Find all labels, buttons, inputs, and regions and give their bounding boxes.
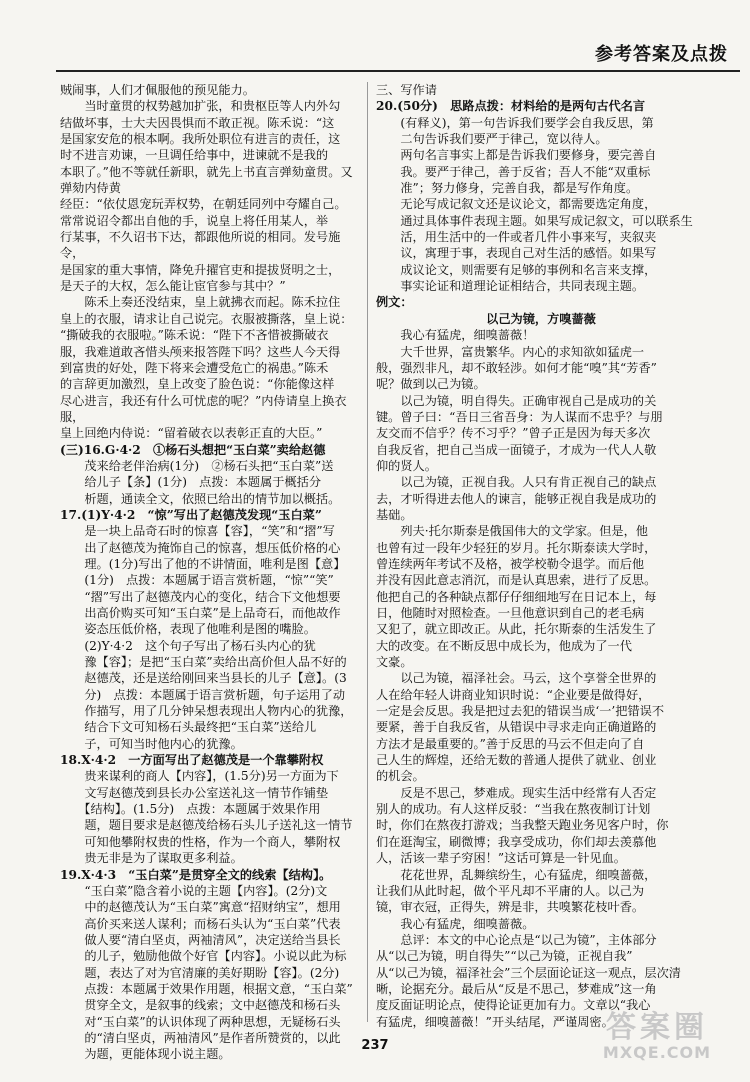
text-line: 两句名言事实上都是告诉我们要修身，要完善自 <box>376 148 657 163</box>
text-line: 成议论文，则需要有足够的事例和名言来支撑， <box>376 262 657 277</box>
text-line: 本职了。”他不等就任新职，就先上书直言弹劾童贯。又弹劾内侍黄 <box>60 164 353 196</box>
text-line: 从“以己为镜，明自得失”“以己为镜，正视自我” <box>376 949 633 964</box>
text-line: 晰，论据充分。最后从“反是不思己，梦难成”这一角 <box>376 981 657 996</box>
text-line: 花花世界，乱舞缤纷生，心有猛虎，细嗅蔷薇， <box>376 867 657 882</box>
text-line: “玉白菜”隐含着小说的主题【内容】。(2分)文 <box>60 883 328 898</box>
text-line: 结合下文可知杨石头最终把“玉白菜”送给儿 <box>60 720 317 735</box>
text-line: 呢？做到以己为镜。 <box>376 377 486 392</box>
text-line: “撕破我的衣服啦。”陈禾说：“陛下不吝惜被撕破衣 <box>60 328 329 343</box>
text-line: 的言辞更加激烈，皇上改变了脸色说：“你能像这样 <box>60 377 335 392</box>
text-line: 又犯了，就立即改正。从此，托尔斯泰的生活发生了 <box>376 622 657 637</box>
text-line: 高价买来送人谋利；而杨石头认为“玉白菜”代表 <box>60 916 341 931</box>
text-line: 准”；努力修身，完善自我，都是写作角度。 <box>376 181 639 196</box>
text-line: 出高价购买可知“玉白菜”是上品奇石，而他故作 <box>60 606 341 620</box>
text-line: 17.(1)Y·4·2 “惊”写出了赵德茂发现“玉白菜” <box>60 507 322 522</box>
text-line: 从“以己为镜，福泽社会”三个层面论证这一观点，层次清 <box>376 965 681 980</box>
text-line: 我心有猛虎，细嗅蔷薇。 <box>376 916 535 931</box>
text-line: 是国家的重大事情，降免升擢官吏和提拔贤明之士， <box>60 262 341 277</box>
text-line: 也曾有过一段年少轻狂的岁月。托尔斯泰读大学时， <box>376 540 657 555</box>
text-line: 仰的贤人。 <box>376 458 437 473</box>
text-line: 活，用生活中的一件或者几件小事来写，夹叙夹 <box>376 230 657 245</box>
text-line: 以己为镜，明自得失。正确审视自己是成功的关 <box>376 393 657 408</box>
text-line: 以己为镜，方嗅蔷薇 <box>486 311 596 326</box>
text-line: 曾连续两年考试不及格，被学校勒令退学。而后他 <box>376 556 645 571</box>
text-line: 贯穿全文，是叙事的线索；文中赵德茂和杨石头 <box>60 998 341 1013</box>
text-line: 去，才听得进去他人的谏言，能够正视自我是成功的 <box>376 491 657 506</box>
text-line: 题，表达了对为官清廉的美好期盼【容】。(2分) <box>60 965 340 980</box>
text-line: 让我们从此时起，做个平凡却不平庸的人。以己为 <box>376 883 645 898</box>
text-line: 给儿子【条】(1分) 点拨：本题属于概括分 <box>60 475 322 490</box>
text-line: 陈禾上奏还没结束，皇上就拂衣而起。陈禾拉住 <box>60 295 341 310</box>
text-line: 自我反省，把自己当成一面镜子，才成为一代人人敬 <box>376 442 657 457</box>
text-line: 二句告诉我们要严于律己，宽以待人。 <box>376 132 608 147</box>
text-line: 通过具体事件表现主题。如果写成记叙文，可以联系生 <box>376 213 693 228</box>
text-line: 作描写，用了几分钟呆想表现出人物内心的犹豫， <box>60 704 353 719</box>
text-line: 键。曾子曰：“吾日三省吾身：为人谋而不忠乎？与朋 <box>376 409 663 424</box>
text-line: 豫【容】；是把“玉白菜”卖给出高价但人品不好的 <box>60 655 347 670</box>
header-rule <box>56 70 740 72</box>
text-line: 的“清白坚贞，两袖清风”是作者所赞赏的，以此 <box>60 1030 341 1045</box>
text-line: 是天子的大权，怎么能让宦官参与其中？” <box>60 279 286 294</box>
text-line: 皇上的衣服，请求让自己说完。衣服被撕落，皇上说： <box>60 311 353 326</box>
text-line: 己人生的辉煌，还给无数的普通人提供了就业、创业 <box>376 753 657 768</box>
text-line: 为题，更能体现小说主题。 <box>60 1047 231 1062</box>
text-line: 时，你们在熬夜打游戏；当我整天跑业务见客户时，你 <box>376 818 669 833</box>
text-line: 贵来谋利的商人【内容】，(1.5分)另一方面为下 <box>60 769 339 784</box>
text-line: 镜，审衣冠，正得失，辨是非，共嗅繁花枝叶香。 <box>376 900 645 915</box>
text-line: 要紧，善于自我反省，从错误中寻求走向正确道路的 <box>376 720 657 735</box>
text-line: 有猛虎，细嗅蔷薇！”开头结尾，严谨周密。 <box>376 1014 614 1029</box>
text-line: 分) 点拨：本题属于语言赏析题，句子运用了动 <box>60 687 346 702</box>
text-line: 并没有因此意志消沉，而是认真思索，进行了反思。 <box>376 573 657 588</box>
text-line: 一定是会反思。我是把过去犯的错误当成‘一’把错误不 <box>376 704 665 719</box>
text-line: 当时童贯的权势越加扩张，和贵枢臣等人内外勾 <box>60 99 341 114</box>
text-line: 文豪。 <box>376 655 413 670</box>
text-line: (2)Y·4·2 这个句子写出了杨石头内心的犹 <box>60 638 316 653</box>
text-line: 他把自己的各种缺点都仔仔细细地写在日记本上，每 <box>376 589 657 604</box>
text-line: 20.(50分) 思路点拨：材料给的是两句古代名言 <box>376 99 646 114</box>
text-line: 子，可知当时他内心的犹豫。 <box>60 736 243 751</box>
text-line: “摺”写出了赵德茂内心的变化，结合下文他想要 <box>60 589 341 604</box>
text-line: 【结构】。(1.5分) 点拨：本题属于效果作用 <box>60 802 321 817</box>
text-line: (有释义)，第一句告诉我们要学会自我反思，第 <box>376 115 654 130</box>
text-line: 我心有猛虎，细嗅蔷薇！ <box>376 328 535 343</box>
page-number: 237 <box>361 1038 389 1053</box>
text-line: 析题，通读全文，依照已给出的情节加以概括。 <box>60 491 341 506</box>
text-line: 人在给年轻人讲商业知识时说：“企业要是做得好， <box>376 687 651 702</box>
text-line: 的儿子，勉励他做个好官【内容】。小说以此为标 <box>60 949 347 964</box>
text-line: 尽心进言，我还有什么可忧虑的呢？”内侍请皇上换衣服， <box>60 393 347 424</box>
text-line: 经臣：“依仗恩宠玩弄权势，在朝廷同列中夸耀自己。 <box>60 197 347 212</box>
text-line: 无论写成记叙文还是议论文，都需要选定角度， <box>376 197 657 212</box>
text-line: 例文： <box>376 295 413 310</box>
text-line: 列夫·托尔斯泰是俄国伟大的文学家。但是，他 <box>376 524 648 539</box>
text-line: 题，题目要求是赵德茂给杨石头儿子送礼这一情节 <box>60 818 353 833</box>
watermark-main: 答案圈 <box>606 1010 708 1045</box>
text-line: 服，我难道敢吝惜头颅来报答陛下吗？这些人今天得 <box>60 344 341 359</box>
text-line: 我。要严于律己，善于反省；吾人不能“双重标 <box>376 164 651 179</box>
text-line: 以己为镜，福泽社会。马云，这个享誉全世界的 <box>376 671 657 686</box>
text-line: 大的改变。在不断反思中成长为，他成为了一代 <box>376 638 632 653</box>
text-line: 日，他随时对照检查。一旦他意识到自己的老毛病 <box>376 606 645 620</box>
text-line: (1分) 点拨：本题属于语言赏析题，“惊”“笑” <box>60 573 334 588</box>
text-line: 行某事，不久诏书下达，都跟他所说的相同。发号施令， <box>60 230 341 261</box>
text-line: 可知他攀附权贵的性格，作为一个商人，攀附权 <box>60 834 341 849</box>
text-line: 19.X·4·3 “玉白菜”是贯穿全文的线索【结构】。 <box>60 867 332 882</box>
text-line: 对“玉白菜”的认识体现了两种思想，无疑杨石头 <box>60 1014 341 1029</box>
text-line: 人，活该一辈子穷困！”这话可算是一针见血。 <box>376 851 626 866</box>
text-line: 反是不思己，梦难成。现实生活中经常有人否定 <box>376 785 657 800</box>
text-line: 们在逛淘宝，刷微博；我享受成功，你们却去羡慕他 <box>376 834 657 849</box>
text-line: 理。(1分)写出了他的不讲情面，唯利是图【意】 <box>60 556 346 571</box>
header-title: 参考答案及点拨 <box>595 44 728 65</box>
text-line: 中的赵德茂认为“玉白菜”寓意“招财纳宝”，想用 <box>60 900 341 915</box>
text-line: 度反面证明论点，使得论证更加有力。文章以“我心 <box>376 998 651 1013</box>
right-column <box>376 82 706 1030</box>
text-line: (三)16.G·4·2 ①杨石头想把“玉白菜”卖给赵德 <box>60 442 326 457</box>
text-line: 方法才是最重要的。”善于反思的马云不但走向了自 <box>376 736 645 751</box>
left-column <box>60 82 360 1063</box>
text-line: 时不进言劝谏，一旦调任给事中，进谏就不是我的 <box>60 148 329 163</box>
text-line: 议，寓理于事，表现自己对生活的感悟。如果写 <box>376 246 657 261</box>
text-line: 总评：本文的中心论点是“以己为镜”，主体部分 <box>376 932 657 947</box>
text-line: 18.X·4·2 一方面写出了赵德茂是一个靠攀附权 <box>60 753 324 768</box>
text-line: 友交而不信乎？传不习乎？”曾子正是因为每天多次 <box>376 426 651 441</box>
text-line: 基础。 <box>376 507 413 522</box>
text-line: 事实论证和道理论证相结合，共同表现主题。 <box>376 279 645 294</box>
text-line: 结做坏事，士大夫因畏惧而不敢正视。陈禾说：“这 <box>60 115 335 130</box>
text-line: 是国家安危的根本啊。我所处职位有进言的责任，这 <box>60 132 341 147</box>
text-line: 点拨：本题属于效果作用题，根据文意，“玉白菜” <box>60 981 353 996</box>
text-line: 贵无非是为了谋取更多利益。 <box>60 851 243 866</box>
text-line: 文写赵德茂到县长办公室送礼这一情节作铺垫 <box>60 785 329 800</box>
text-line: 以己为镜，正视自我。人只有肯正视自己的缺点 <box>376 475 657 490</box>
text-line: 出了赵德茂为掩饰自己的惊喜，想压低价格的心 <box>60 540 341 555</box>
text-line: 常常说诏令都出自他的手，说皇上将任用某人，举 <box>60 213 329 228</box>
text-line: 的机会。 <box>376 769 425 784</box>
text-line: 姿态压低价格，表现了他唯利是图的嘴脸。 <box>60 622 316 637</box>
watermark-logo <box>582 1012 732 1064</box>
text-line: 茂来给老伴治病(1分) ②杨石头把“玉白菜”送 <box>60 458 334 473</box>
text-line: 是一块上品奇石时的惊喜【容】，“笑”和“摺”写 <box>60 524 335 539</box>
text-line: 赵德茂，还是送给刚回来当县长的儿子【意】。(3 <box>60 671 347 686</box>
text-line: 别人的成功。有人这样反驳：“当我在熬夜制订计划 <box>376 802 651 817</box>
text-line: 大千世界，富贵繁华。内心的求知欲如猛虎一 <box>376 344 645 359</box>
column-divider <box>367 82 368 1022</box>
text-line: 做人要“清白坚贞，两袖清风”，决定送给当县长 <box>60 932 341 947</box>
text-line: 贼闹事，人们才佩服他的预见能力。 <box>60 83 255 97</box>
text-line: 到富贵的好处，陛下将来会遭受危亡的祸患。”陈禾 <box>60 360 329 375</box>
text-line: 三、写作请 <box>376 83 437 97</box>
text-line: 般，强烈非凡，却不敢轻涉。如何才能“嗅”其“芳香” <box>376 360 657 375</box>
text-line: 皇上回绝内侍说：“留着破衣以表彰正直的大臣。” <box>60 426 323 441</box>
watermark-url: MXQE.COM <box>602 1043 712 1062</box>
